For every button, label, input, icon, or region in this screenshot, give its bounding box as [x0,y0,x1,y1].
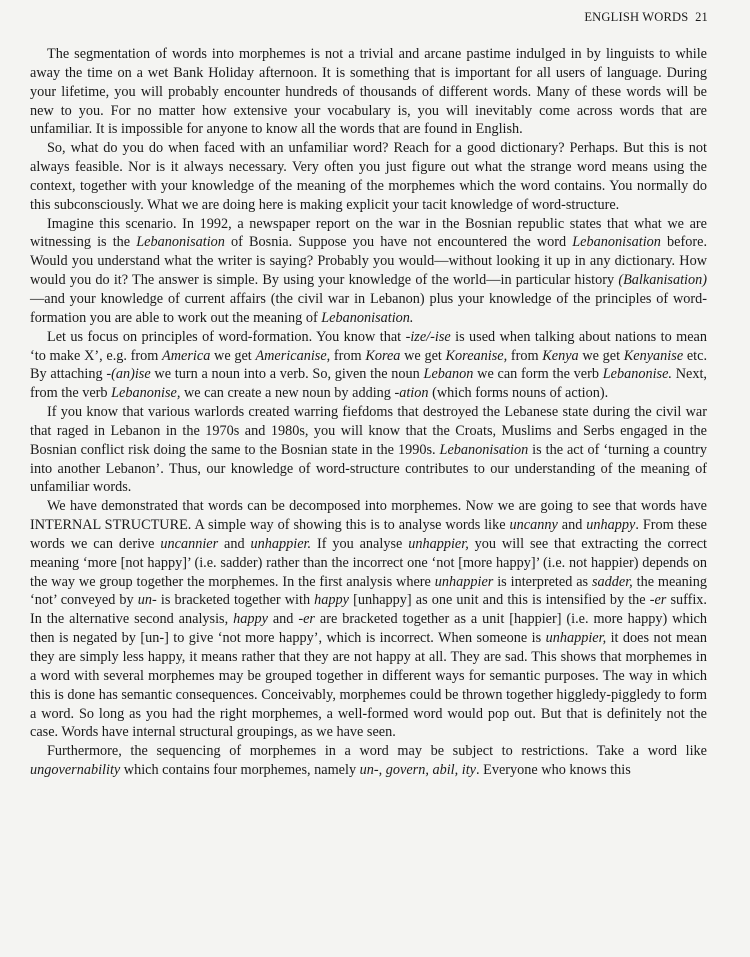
text-run: [unhappy] as one unit and this is intensified by the [349,592,650,609]
italic-term: ungovernability [30,762,121,779]
text-run: (which forms nouns of action). [428,385,609,402]
text-run: If you analyse [311,535,409,552]
text-run: which contains four morphemes, namely [120,762,360,779]
italic-term: Lebanonisation [572,234,661,251]
italic-term: unhappier, [545,630,607,647]
italic-term: -(an)ise [106,366,151,383]
italic-term: unhappier. [250,535,312,552]
text-run: it does not mean they are simply less happy, it means rather that they are not happy at all. They are sad. This shows that morphemes in a word with several morphemes may be grouped together in different ways for semantic purposes. The way in which this is done has semantic consequences. Conceivably, morphemes could be thrown together higgledy-piggledy to form a word. So long as you had the right morphemes, a well-formed word would pop out. But that is definitely not the case. Words have internal structural groupings, as we have seen. [30,630,707,741]
text-run: Next, from the verb [30,366,707,402]
italic-term: Lebanonisation [136,234,225,251]
text-run: If you know that various warlords created warring fiefdoms that destroyed the Lebanese state during the civil war that raged in Lebanon in the 1970s and 1980s, you will know that the Croats, Muslims and Serbs engaged in the Bosnian conflict risk doing the same to the Bosnian state in the 1990s. [30,404,707,458]
italic-term: (Balkanisation) [618,272,707,289]
text-run: and [557,517,587,534]
italic-term: un-, govern, abil, ity [359,762,477,779]
italic-term: Kenya [542,347,579,364]
text-run: is the act of ‘turning a country into another Lebanon’. Thus, our knowledge of word-structure contributes to our understanding of the meaning of unfamiliar words. [30,441,708,496]
italic-term: Americanise [255,347,327,364]
paragraph [30,139,707,214]
text-run: —and your knowledge of current affairs (the civil war in Lebanon) plus your knowledge of the principles of word-formation you are able to work out the meaning of [30,290,707,326]
paragraph [30,45,707,139]
text-run: We have demonstrated that words can be decomposed into morphemes. Now we are going to see that words have INTERNAL STRUCTURE. A simple way of showing this is to analyse words like [30,498,707,534]
italic-term: Lebanonise. [602,366,672,383]
italic-term: Lebanonisation. [321,309,414,326]
italic-term: unhappier [434,573,494,590]
text-run: , from [326,347,366,364]
italic-term: Koreanise, [445,347,508,364]
text-run: we can form the verb [473,366,603,383]
italic-term: -er [649,592,667,609]
paragraph [30,742,707,780]
italic-term: unhappy [586,517,636,534]
italic-term: Lebanon [423,366,474,383]
italic-term: uncanny [509,517,558,534]
italic-term: Kenyanise [623,347,684,364]
text-run: from [507,347,543,364]
italic-term: happy [314,592,349,609]
text-run: . From these words we can derive [30,517,707,552]
text-run: we get [400,347,446,364]
text-run: The segmentation of words into morphemes is not a trivial and arcane pastime indulged in by linguists to while away the time on a wet Bank Holiday afternoon. It is something that is important for all users of language. During your lifetime, you will probably encounter hundreds of thousands of different words. Many of these words will be new to you. For no matter how extensive your vocabulary is, you will inevitably come across words that are unfamiliar. It is impossible for anyone to know all the words that are found in English. [30,46,707,138]
text-run: is interpreted as [493,573,592,590]
italic-term: sadder, [591,573,633,590]
paragraph [30,497,707,742]
text-run: and - [267,611,304,628]
text-run: and [218,535,251,552]
italic-term: uncannier [160,535,219,552]
text-run: of Bosnia. Suppose you have not encountered the word [224,234,573,251]
text-run: we turn a noun into a verb. So, given the noun [150,366,424,383]
text-run: the meaning ‘not’ conveyed by [30,573,707,609]
italic-term: happy [233,611,268,628]
text-run: are bracketed together as a unit [happier] (i.e. more happy) which then is negated by [un-] to give ‘not more happy’, which is incorrect. When someone is [30,611,707,647]
body-text [30,45,707,780]
text-run: etc. By attaching [30,347,708,383]
paragraph [30,215,707,328]
text-run: Imagine this scenario. In 1992, a newspaper report on the war in the Bosnian republic states that what we are witnessing is the [30,215,707,251]
text-run: So, what do you do when faced with an unfamiliar word? Reach for a good dictionary? Perhaps. But this is not always feasible. Nor is it always necessary. Very often you just figure out what the strange word means using the context, together with your knowledge of the meaning of the morphemes which the word contains. You normally do this subconsciously. What we are doing here is making explicit your tacit knowledge of word-structure. [30,140,707,213]
text-run: we get [578,347,624,364]
italic-term: unhappier, [408,535,469,552]
text-run: Furthermore, the sequencing of morphemes in a word may be subject to restrictions. Take a word like [47,743,707,760]
text-run: Let us focus on principles of word-formation. You know that [47,328,406,345]
italic-term: un- [137,592,157,609]
text-run: is used when talking about nations to mean ‘to make X’, e.g. from [30,328,707,364]
paragraph [30,403,707,497]
italic-term: -ation [394,385,429,402]
italic-term: -ize/-ise [405,328,451,345]
text-run: you will see that extracting the correct meaning ‘more [not happy]’ (i.e. sadder) rather than the incorrect one ‘not [more happy]’ (i.e. not happier) depends on the way we group together the morphemes. In the first analysis where [30,535,707,590]
text-run: we can create a new noun by adding [180,385,395,402]
page-number: 21 [695,10,708,24]
text-run: we get [210,347,256,364]
italic-term: America [162,347,211,364]
paragraph [30,328,707,403]
text-run: is bracketed together with [156,592,315,609]
running-title: ENGLISH WORDS [584,10,689,24]
text-run: suffix. In the alternative second analysis, [30,592,707,628]
italic-term: er [303,611,315,628]
text-run: . Everyone who knows this [476,762,631,779]
italic-term: Lebanonisation [439,441,529,458]
text-run: before. Would you understand what the writer is saying? Probably you would—without looking it up in any dictionary. How would you do it? The answer is simple. By using your knowledge of the world—in particular history [30,234,708,289]
running-header [584,10,708,25]
italic-term: Lebanonise, [111,385,181,402]
italic-term: Korea [365,347,401,364]
